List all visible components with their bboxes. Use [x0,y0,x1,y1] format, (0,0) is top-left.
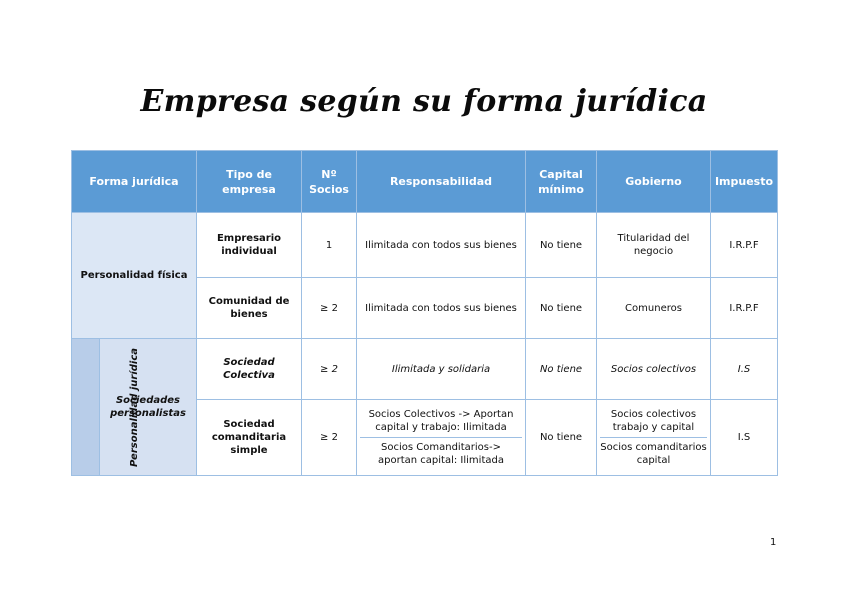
cell-impuesto: I.R.P.F [711,278,778,339]
header-tipo-empresa: Tipo de empresa [197,151,302,213]
cell-socios: ≥ 2 [302,400,357,476]
cell-impuesto: I.S [711,400,778,476]
cell-responsabilidad: Ilimitada y solidaria [357,339,526,400]
header-gobierno: Gobierno [597,151,711,213]
header-forma-juridica: Forma jurídica [72,151,197,213]
cell-capital: No tiene [526,400,597,476]
cell-gobierno: Comuneros [597,278,711,339]
cell-responsabilidad-split [357,400,526,476]
page-number: 1 [770,537,777,548]
group-personalidad-fisica: Personalidad física [72,213,197,339]
cell-socios: ≥ 2 [302,278,357,339]
cell-impuesto: I.S [711,339,778,400]
cell-tipo: Empresario individual [197,213,302,278]
table-header-row [72,151,778,213]
responsabilidad-socios-comanditarios: Socios Comanditarios-> aportan capital: Ilimitada [378,442,504,466]
group-personalidad-juridica [72,339,141,476]
header-impuesto: Impuesto [711,151,778,213]
table-row [72,213,778,278]
responsabilidad-socios-colectivos: Socios Colectivos -> Aportan capital y trabajo: Ilimitada [360,406,522,438]
header-capital-minimo: Capital mínimo [526,151,597,213]
legal-forms-table [71,150,778,476]
table-row [72,339,778,400]
gobierno-socios-colectivos: Socios colectivos trabajo y capital [600,406,707,438]
cell-capital: No tiene [526,213,597,278]
header-num-socios: Nº Socios [302,151,357,213]
cell-gobierno: Socios colectivos [597,339,711,400]
cell-capital: No tiene [526,339,597,400]
cell-socios: 1 [302,213,357,278]
gobierno-socios-comanditarios: Socios comanditarios capital [600,442,707,466]
cell-tipo: Comunidad de bienes [197,278,302,339]
cell-gobierno-split [597,400,711,476]
document-title: Empresa según su forma jurídica [140,84,708,119]
cell-gobierno: Titularidad del negocio [597,213,711,278]
cell-tipo: Sociedad comanditaria simple [197,400,302,476]
cell-tipo: Sociedad Colectiva [197,339,302,400]
cell-socios: ≥ 2 [302,339,357,400]
group-sociedades-personalistas: Sociedades personalistas [100,339,197,476]
group-personalidad-juridica-label: Personalidad jurídica [129,347,141,467]
header-responsabilidad: Responsabilidad [357,151,526,213]
cell-responsabilidad: Ilimitada con todos sus bienes [357,213,526,278]
cell-impuesto: I.R.P.F [711,213,778,278]
cell-responsabilidad: Ilimitada con todos sus bienes [357,278,526,339]
cell-capital: No tiene [526,278,597,339]
